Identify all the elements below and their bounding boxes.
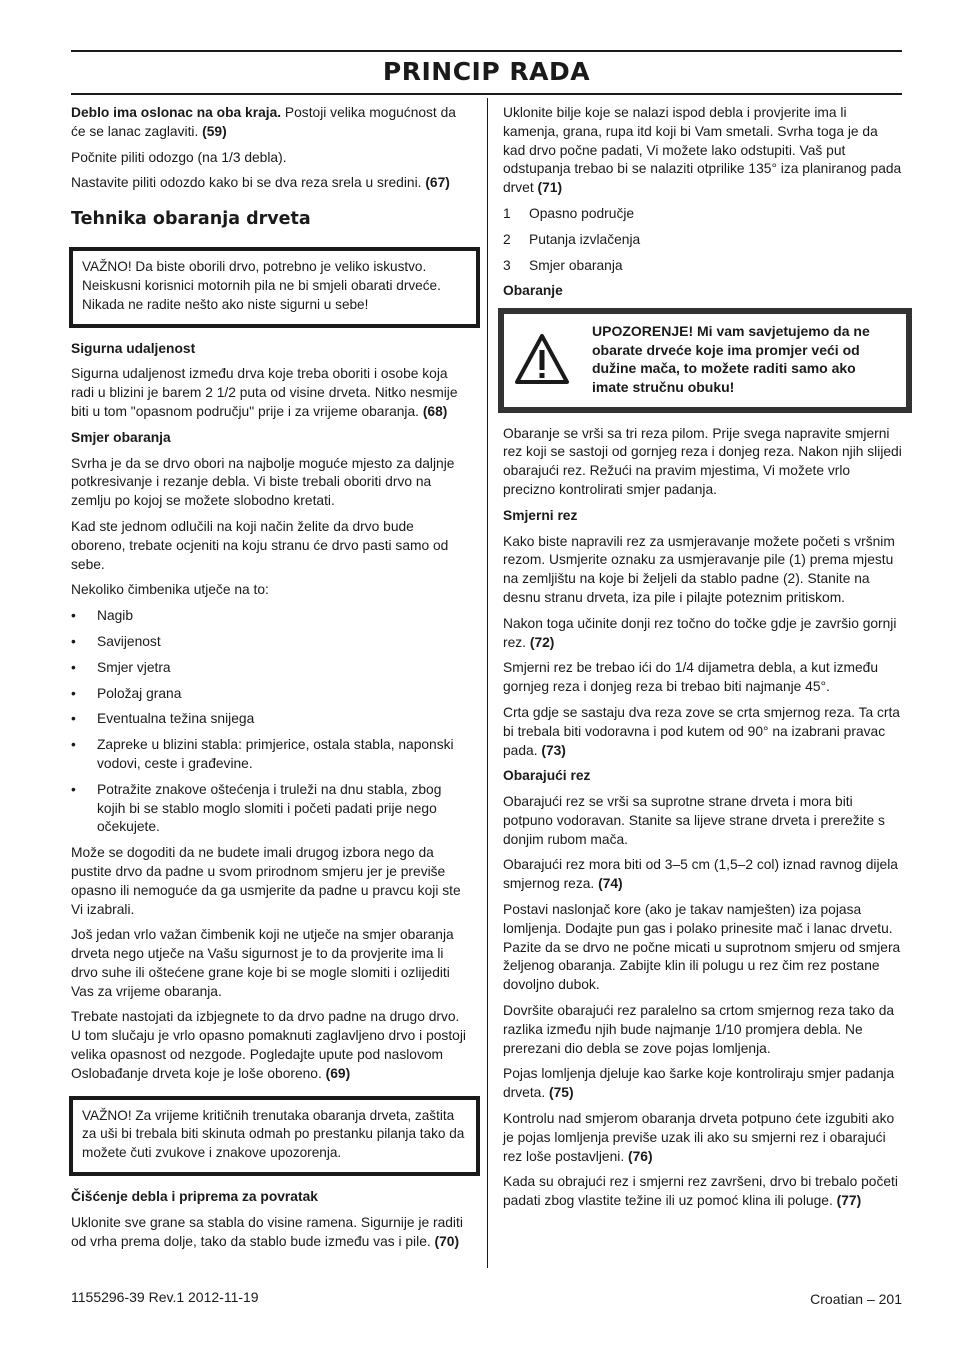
paragraph-text: Uklonite bilje koje se nalazi ispod debla i provjerite ima li kamenja, grana, rupa itd koji bi Vam smetali. Svrha toga je da kad drvo počne padati, Vi možete lako odstupiti. Vaš put odstupanja trebao bi se nalaziti otprilike 135° iza planiranog pada drvet	[503, 105, 902, 196]
list-item	[71, 781, 469, 837]
paragraph-obarajuci-1: Obarajući rez se vrši sa suprotne strane drveta i mora biti potpuno vodoravan. Stanite sa lijeve strane drveta i prerežite s donjim rubom mača.	[503, 794, 885, 847]
top-rule	[71, 50, 902, 52]
numbered-list	[503, 205, 903, 275]
warning-box	[498, 308, 912, 412]
paragraph-obarajuci-5	[503, 1065, 903, 1103]
footer-page-number: Croatian – 201	[810, 1291, 902, 1307]
figure-ref: (72)	[529, 634, 555, 650]
paragraph-text: Pojas lomljenja djeluje kao šarke koje kontroliraju smjer padanja drveta.	[503, 1066, 895, 1101]
list-item-text: Eventualna težina snijega	[97, 711, 255, 727]
page-title: PRINCIP RADA	[382, 57, 591, 86]
bullet: •	[71, 659, 76, 675]
list-number: 1	[503, 205, 511, 221]
list-item-text: Savijenost	[97, 633, 161, 649]
bullet: •	[71, 685, 76, 701]
paragraph-moze: Može se dogoditi da ne budete imali drugog izbora nego da pustite drvo da padne u svom prirodnom smjeru jer je previše opasno ili nemoguće da ga usmjerite da padne u pravcu koji ste Vi izabrali.	[71, 845, 461, 917]
bullet: •	[71, 781, 76, 797]
figure-ref: (68)	[422, 403, 448, 419]
paragraph-text: Trebate nastojati da izbjegnete to da drvo padne na drugo drvo. U tom slučaju je vrlo opasno pomaknuti zaglavljeno drvo i postoji velika opasnost od nezgode. Pogledajte upute pod naslovom Oslobađanje drveta koje je loše oboreno.	[71, 1009, 466, 1081]
section-heading-tehnika: Tehnika obaranja drveta	[71, 209, 311, 230]
paragraph-smjerni-4	[503, 704, 903, 760]
figure-ref: (75)	[549, 1085, 574, 1101]
paragraph-ciscenje	[71, 1214, 469, 1252]
list-item-text: Smjer obaranja	[529, 257, 623, 273]
list-number: 3	[503, 257, 511, 273]
left-column	[71, 104, 469, 1258]
paragraph-smjerni-2	[503, 615, 903, 653]
paragraph-text: Obarajući rez mora biti od 3–5 cm (1,5–2 col) iznad ravnog dijela smjernog reza.	[503, 857, 898, 892]
paragraph-text: Nastavite piliti odozdo kako bi se dva reza srela u sredini.	[71, 175, 426, 191]
important-note-box	[69, 1096, 480, 1176]
bullet: •	[71, 737, 76, 753]
list-item	[503, 205, 903, 224]
paragraph-text: Nakon toga učinite donji rez točno do točke gdje je završio gornji rez.	[503, 615, 897, 650]
paragraph-text: Postoji velika mogućnost da će se lanac zaglaviti.	[71, 105, 456, 139]
paragraph-obarajuci-6	[503, 1110, 903, 1166]
list-item-text: Potražite znakove oštećenja i truleži na dnu stabla, zbog kojih bi se stablo moglo slomiti i početi padati prije nego očekujete.	[97, 781, 442, 835]
list-item-text: Putanja izvlačenja	[529, 231, 641, 247]
paragraph-obarajuci-3: Postavi naslonjač kore (ako je takav namješten) iza pojasa lomljenja. Dodajte pun gas i polako prinesite mač i lanac drvetu. Pazite da se drvo ne počne micati u suprotnom smjeru od smjera željenog obaranja. Zabijte klin ili polugu u rez čim rez postane dovoljno dubok.	[503, 902, 901, 993]
footer-doc-id: 1155296-39 Rev.1 2012-11-19	[71, 1289, 259, 1305]
subheading-smjer: Smjer obaranja	[71, 429, 171, 445]
warning-text: UPOZORENJE! Mi vam savjetujemo da ne obarate drveće koje ima promjer veći od dužine mača, to možete raditi samo ako imate stručnu obuku!	[592, 323, 870, 395]
paragraph-deblo	[71, 104, 469, 142]
paragraph-obaranje: Obaranje se vrši sa tri reza pilom. Prije svega napravite smjerni rez koji se sastoji od gornjeg reza i donjeg reza. Nakon njih slijedi obarajući rez. Režući na pravim mjestima, Vi možete vrlo precizno kontrolirati smjer padanja.	[503, 425, 902, 497]
bullet: •	[71, 608, 76, 624]
list-item	[71, 607, 469, 626]
paragraph-trebate	[71, 1008, 469, 1083]
figure-ref: (73)	[541, 742, 566, 758]
paragraph-smjer-1: Svrha je da se drvo obori na najbolje moguće mjesto za daljnje potkresivanje i rezanje debla. Vi biste trebali oboriti drvo na zemlju po kojoj se možete slobodno kretati.	[71, 455, 455, 509]
list-item	[71, 633, 469, 652]
paragraph-nastavite	[71, 174, 469, 193]
paragraph-smjer-3: Nekoliko čimbenika utječe na to:	[71, 582, 269, 598]
figure-ref: (70)	[434, 1233, 460, 1249]
figure-ref: (59)	[202, 123, 227, 139]
paragraph-smjer-2: Kad ste jednom odlučili na koji način želite da drvo bude oboreno, trebate ocjeniti na koju stranu će drvo pasti samo od sebe.	[71, 518, 449, 572]
list-number: 2	[503, 231, 511, 247]
title-rule	[71, 93, 902, 95]
figure-ref: (71)	[537, 180, 563, 196]
right-column	[503, 104, 903, 1218]
paragraph-lead: Deblo ima oslonac na oba kraja.	[71, 105, 282, 120]
paragraph-smjerni-3: Smjerni rez be trebao ići do 1/4 dijametra debla, a kut između gornjeg reza i donjeg reza bi trebao biti najmanje 45°.	[503, 660, 879, 695]
paragraph-sigurna	[71, 365, 469, 421]
paragraph-text: Kontrolu nad smjerom obaranja drveta potpuno ćete izgubiti ako je pojas lomljenja previše uzak ili ako su smjerni rez i obarajući rez loše postavljeni.	[503, 1111, 895, 1164]
subheading-obarajuci-rez: Obarajući rez	[503, 768, 591, 784]
bullet: •	[71, 633, 76, 649]
figure-ref: (69)	[325, 1065, 351, 1081]
list-item	[71, 685, 469, 704]
bullet: •	[71, 711, 76, 727]
paragraph-jos: Još jedan vrlo važan čimbenik koji ne utječe na smjer obaranja drveta nego utječe na Vašu sigurnost je to da provjerite ima li drvo suhe ili oštećene grane koje bi se mogle slomiti i ozlijediti Vas za vrijeme obaranja.	[71, 927, 454, 999]
list-item	[503, 257, 903, 276]
warning-inner	[504, 314, 906, 406]
paragraph-text: Crta gdje se sastaju dva reza zove se crta smjernog reza. Ta crta bi trebala biti vodoravna i pod kutem od 90° na izabrani pravac pada.	[503, 704, 900, 758]
list-item-text: Položaj grana	[97, 685, 182, 701]
subheading-obaranje: Obaranje	[503, 283, 563, 299]
list-item-text: Opasno područje	[529, 205, 635, 221]
paragraph-uklonite	[503, 104, 903, 198]
list-item-text: Nagib	[97, 608, 134, 624]
figure-ref: (77)	[836, 1193, 862, 1209]
paragraph-obarajuci-4: Dovršite obarajući rez paralelno sa crtom smjernog reza tako da razlika između njih bude najmanje 1/10 promjera debla. Ne prerezani dio debla se zove pojas lomljenja.	[503, 1003, 895, 1056]
paragraph-text: Sigurna udaljenost između drva koje treba oboriti i osobe koja radi u blizini je barem 2 1/2 puta od visine drveta. Nitko nesmije biti u tom "opasnom području" prije i za vrijeme obaranja.	[71, 366, 458, 419]
list-item	[71, 710, 469, 729]
figure-ref: (76)	[628, 1148, 653, 1164]
list-item	[503, 231, 903, 250]
figure-ref: (74)	[598, 876, 623, 892]
figure-ref: (67)	[425, 175, 450, 191]
subheading-ciscenje: Čišćenje debla i priprema za povratak	[71, 1189, 318, 1205]
important-note-text: VAŽNO! Da biste oborili drvo, potrebno je veliko iskustvo. Neiskusni korisnici motornih pila ne bi smjeli obarati drveće. Nikada ne radite nešto ako niste sigurni u sebe!	[82, 259, 441, 312]
subheading-sigurna: Sigurna udaljenost	[71, 340, 196, 356]
paragraph-obarajuci-2	[503, 856, 903, 894]
list-item	[71, 736, 469, 774]
paragraph-obarajuci-7	[503, 1173, 903, 1211]
column-divider	[487, 98, 488, 1268]
important-note-text: VAŽNO! Za vrijeme kritičnih trenutaka obaranja drveta, zaštita za uši bi trebala biti skinuta odmah po prestanku pilanja tako da možete čuti zvukove i znakove upozorenja.	[82, 1107, 465, 1161]
warning-triangle-icon	[514, 333, 570, 385]
list-item-text: Zapreke u blizini stabla: primjerice, ostala stabla, naponski vodovi, ceste i građevine.	[97, 737, 454, 771]
list-item-text: Smjer vjetra	[97, 659, 171, 675]
important-note-box	[69, 247, 480, 327]
paragraph-pocnite: Počnite piliti odozgo (na 1/3 debla).	[71, 149, 287, 165]
list-item	[71, 659, 469, 678]
factor-list	[71, 607, 469, 837]
paragraph-text: Uklonite sve grane sa stabla do visine ramena. Sigurnije je raditi od vrha prema dolje, tako da stablo bude između vas i pile.	[71, 1214, 463, 1249]
paragraph-text: Kada su obrajući rez i smjerni rez završeni, drvo bi trebalo početi padati zbog vlastite težine ili uz pomoć klina ili poluge.	[503, 1174, 898, 1209]
paragraph-smjerni-1: Kako biste napravili rez za usmjeravanje možete početi s vršnim rezom. Usmjerite oznaku za usmjeravanje pile (1) prema mjestu na zemljištu na koje bi željeli da stablo padne (2). Stanite na desnu stranu drveta, iza pile i pilajte poteznim pritiskom.	[503, 533, 895, 605]
subheading-smjerni-rez: Smjerni rez	[503, 507, 578, 523]
